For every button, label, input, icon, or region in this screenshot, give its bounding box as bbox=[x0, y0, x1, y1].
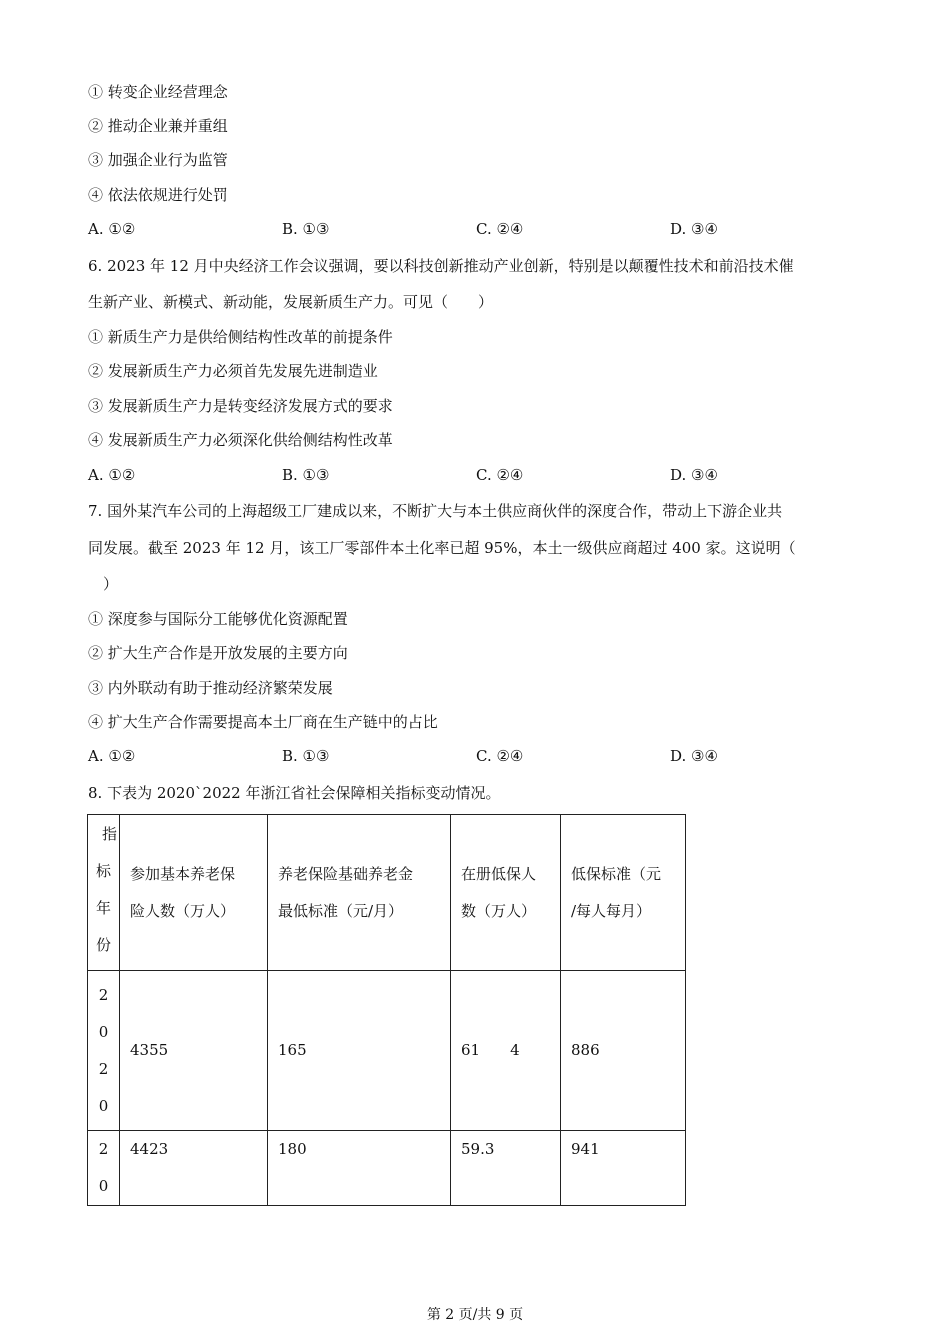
year-cell bbox=[88, 1131, 120, 1206]
table-cell: 59.3 bbox=[451, 1131, 561, 1206]
q6-stem-line-1: 6. 2023 年 12 月中央经济工作会议强调，要以科技创新推动产业创新，特别是以颠覆性技术和前沿技术催 bbox=[88, 257, 794, 275]
q6-item-1: ① 新质生产力是供给侧结构性改革的前提条件 bbox=[88, 328, 393, 346]
table-cell: 4423 bbox=[120, 1131, 268, 1206]
corner-char: 标 bbox=[95, 862, 111, 880]
header-line: 养老保险基础养老金 bbox=[278, 864, 414, 883]
q8-stem: 8. 下表为 2020`2022 年浙江省社会保障相关指标变动情况。 bbox=[88, 784, 501, 802]
header-line: 在册低保人 bbox=[461, 864, 537, 883]
q6-option-d[interactable]: D. ③④ bbox=[670, 466, 718, 484]
table-cell: 941 bbox=[561, 1131, 686, 1206]
q5-option-a[interactable]: A. ①② bbox=[88, 220, 136, 238]
q5-option-d[interactable]: D. ③④ bbox=[670, 220, 718, 238]
q7-item-1: ① 深度参与国际分工能够优化资源配置 bbox=[88, 610, 348, 628]
q6-item-2: ② 发展新质生产力必须首先发展先进制造业 bbox=[88, 362, 378, 380]
q6-item-3: ③ 发展新质生产力是转变经济发展方式的要求 bbox=[88, 397, 393, 415]
q6-option-b[interactable]: B. ①③ bbox=[282, 466, 330, 484]
header-line: 低保标准（元 bbox=[571, 864, 662, 883]
table-cell: 180 bbox=[268, 1131, 451, 1206]
q6-option-a[interactable]: A. ①② bbox=[88, 466, 136, 484]
table-cell: 165 bbox=[268, 971, 451, 1131]
q7-item-2: ② 扩大生产合作是开放发展的主要方向 bbox=[88, 644, 348, 662]
table-row bbox=[88, 971, 686, 1131]
q6-item-4: ④ 发展新质生产力必须深化供给侧结构性改革 bbox=[88, 431, 393, 449]
header-line: /每人每月） bbox=[571, 901, 652, 920]
q5-item-4: ④ 依法依规进行处罚 bbox=[88, 186, 228, 204]
q5-item-1: ① 转变企业经营理念 bbox=[88, 83, 228, 101]
table-corner-cell bbox=[88, 815, 120, 971]
table-cell: 886 bbox=[561, 971, 686, 1131]
q5-item-2: ② 推动企业兼并重组 bbox=[88, 117, 228, 135]
q7-option-d[interactable]: D. ③④ bbox=[670, 747, 718, 765]
header-line: 险人数（万人） bbox=[130, 901, 236, 920]
table-row bbox=[88, 1131, 686, 1206]
table-cell: 61 4 bbox=[451, 971, 561, 1131]
q7-stem-line-2: 同发展。截至 2023 年 12 月，该工厂零部件本土化率已超 95%，本土一级供应商超过 400 家。这说明（ bbox=[88, 539, 796, 557]
q7-option-b[interactable]: B. ①③ bbox=[282, 747, 330, 765]
corner-char: 年 bbox=[95, 899, 111, 917]
header-line: 最低标准（元/月） bbox=[278, 901, 404, 920]
header-line: 数（万人） bbox=[461, 901, 537, 920]
corner-char: 份 bbox=[95, 936, 111, 954]
header-low-income-standard bbox=[561, 815, 686, 971]
q5-item-3: ③ 加强企业行为监管 bbox=[88, 151, 228, 169]
year-cell bbox=[88, 971, 120, 1131]
table-header-row bbox=[88, 815, 686, 971]
q5-option-c[interactable]: C. ②④ bbox=[476, 220, 524, 238]
year-char: 0 bbox=[98, 1096, 109, 1115]
q6-options bbox=[88, 465, 868, 485]
year-char: 2 bbox=[98, 1059, 109, 1078]
q6-stem-line-2: 生新产业、新模式、新动能，发展新质生产力。可见（ ） bbox=[88, 293, 494, 311]
q7-option-a[interactable]: A. ①② bbox=[88, 747, 136, 765]
q5-option-b[interactable]: B. ①③ bbox=[282, 220, 330, 238]
year-char: 2 bbox=[98, 1140, 109, 1158]
q7-stem-line-3: ） bbox=[88, 575, 119, 593]
q7-options bbox=[88, 746, 868, 766]
page-footer: 第 2 页/共 9 页 bbox=[426, 1307, 524, 1323]
q7-item-4: ④ 扩大生产合作需要提高本土厂商在生产链中的占比 bbox=[88, 713, 438, 731]
corner-label-top: 指 bbox=[101, 825, 117, 843]
year-char: 2 bbox=[98, 985, 109, 1004]
q7-option-c[interactable]: C. ②④ bbox=[476, 747, 524, 765]
header-line: 参加基本养老保 bbox=[130, 864, 236, 883]
year-char: 0 bbox=[98, 1177, 109, 1195]
q7-stem-line-1: 7. 国外某汽车公司的上海超级工厂建成以来，不断扩大与本土供应商伙伴的深度合作，带动上下游企业共 bbox=[88, 502, 783, 520]
social-security-table bbox=[87, 814, 686, 1206]
header-low-income-registered bbox=[451, 815, 561, 971]
header-basic-pension-min bbox=[268, 815, 451, 971]
year-char: 0 bbox=[98, 1022, 109, 1041]
q7-item-3: ③ 内外联动有助于推动经济繁荣发展 bbox=[88, 679, 333, 697]
q5-options bbox=[88, 219, 868, 239]
q6-option-c[interactable]: C. ②④ bbox=[476, 466, 524, 484]
table-cell: 4355 bbox=[120, 971, 268, 1131]
header-pension-participants bbox=[120, 815, 268, 971]
